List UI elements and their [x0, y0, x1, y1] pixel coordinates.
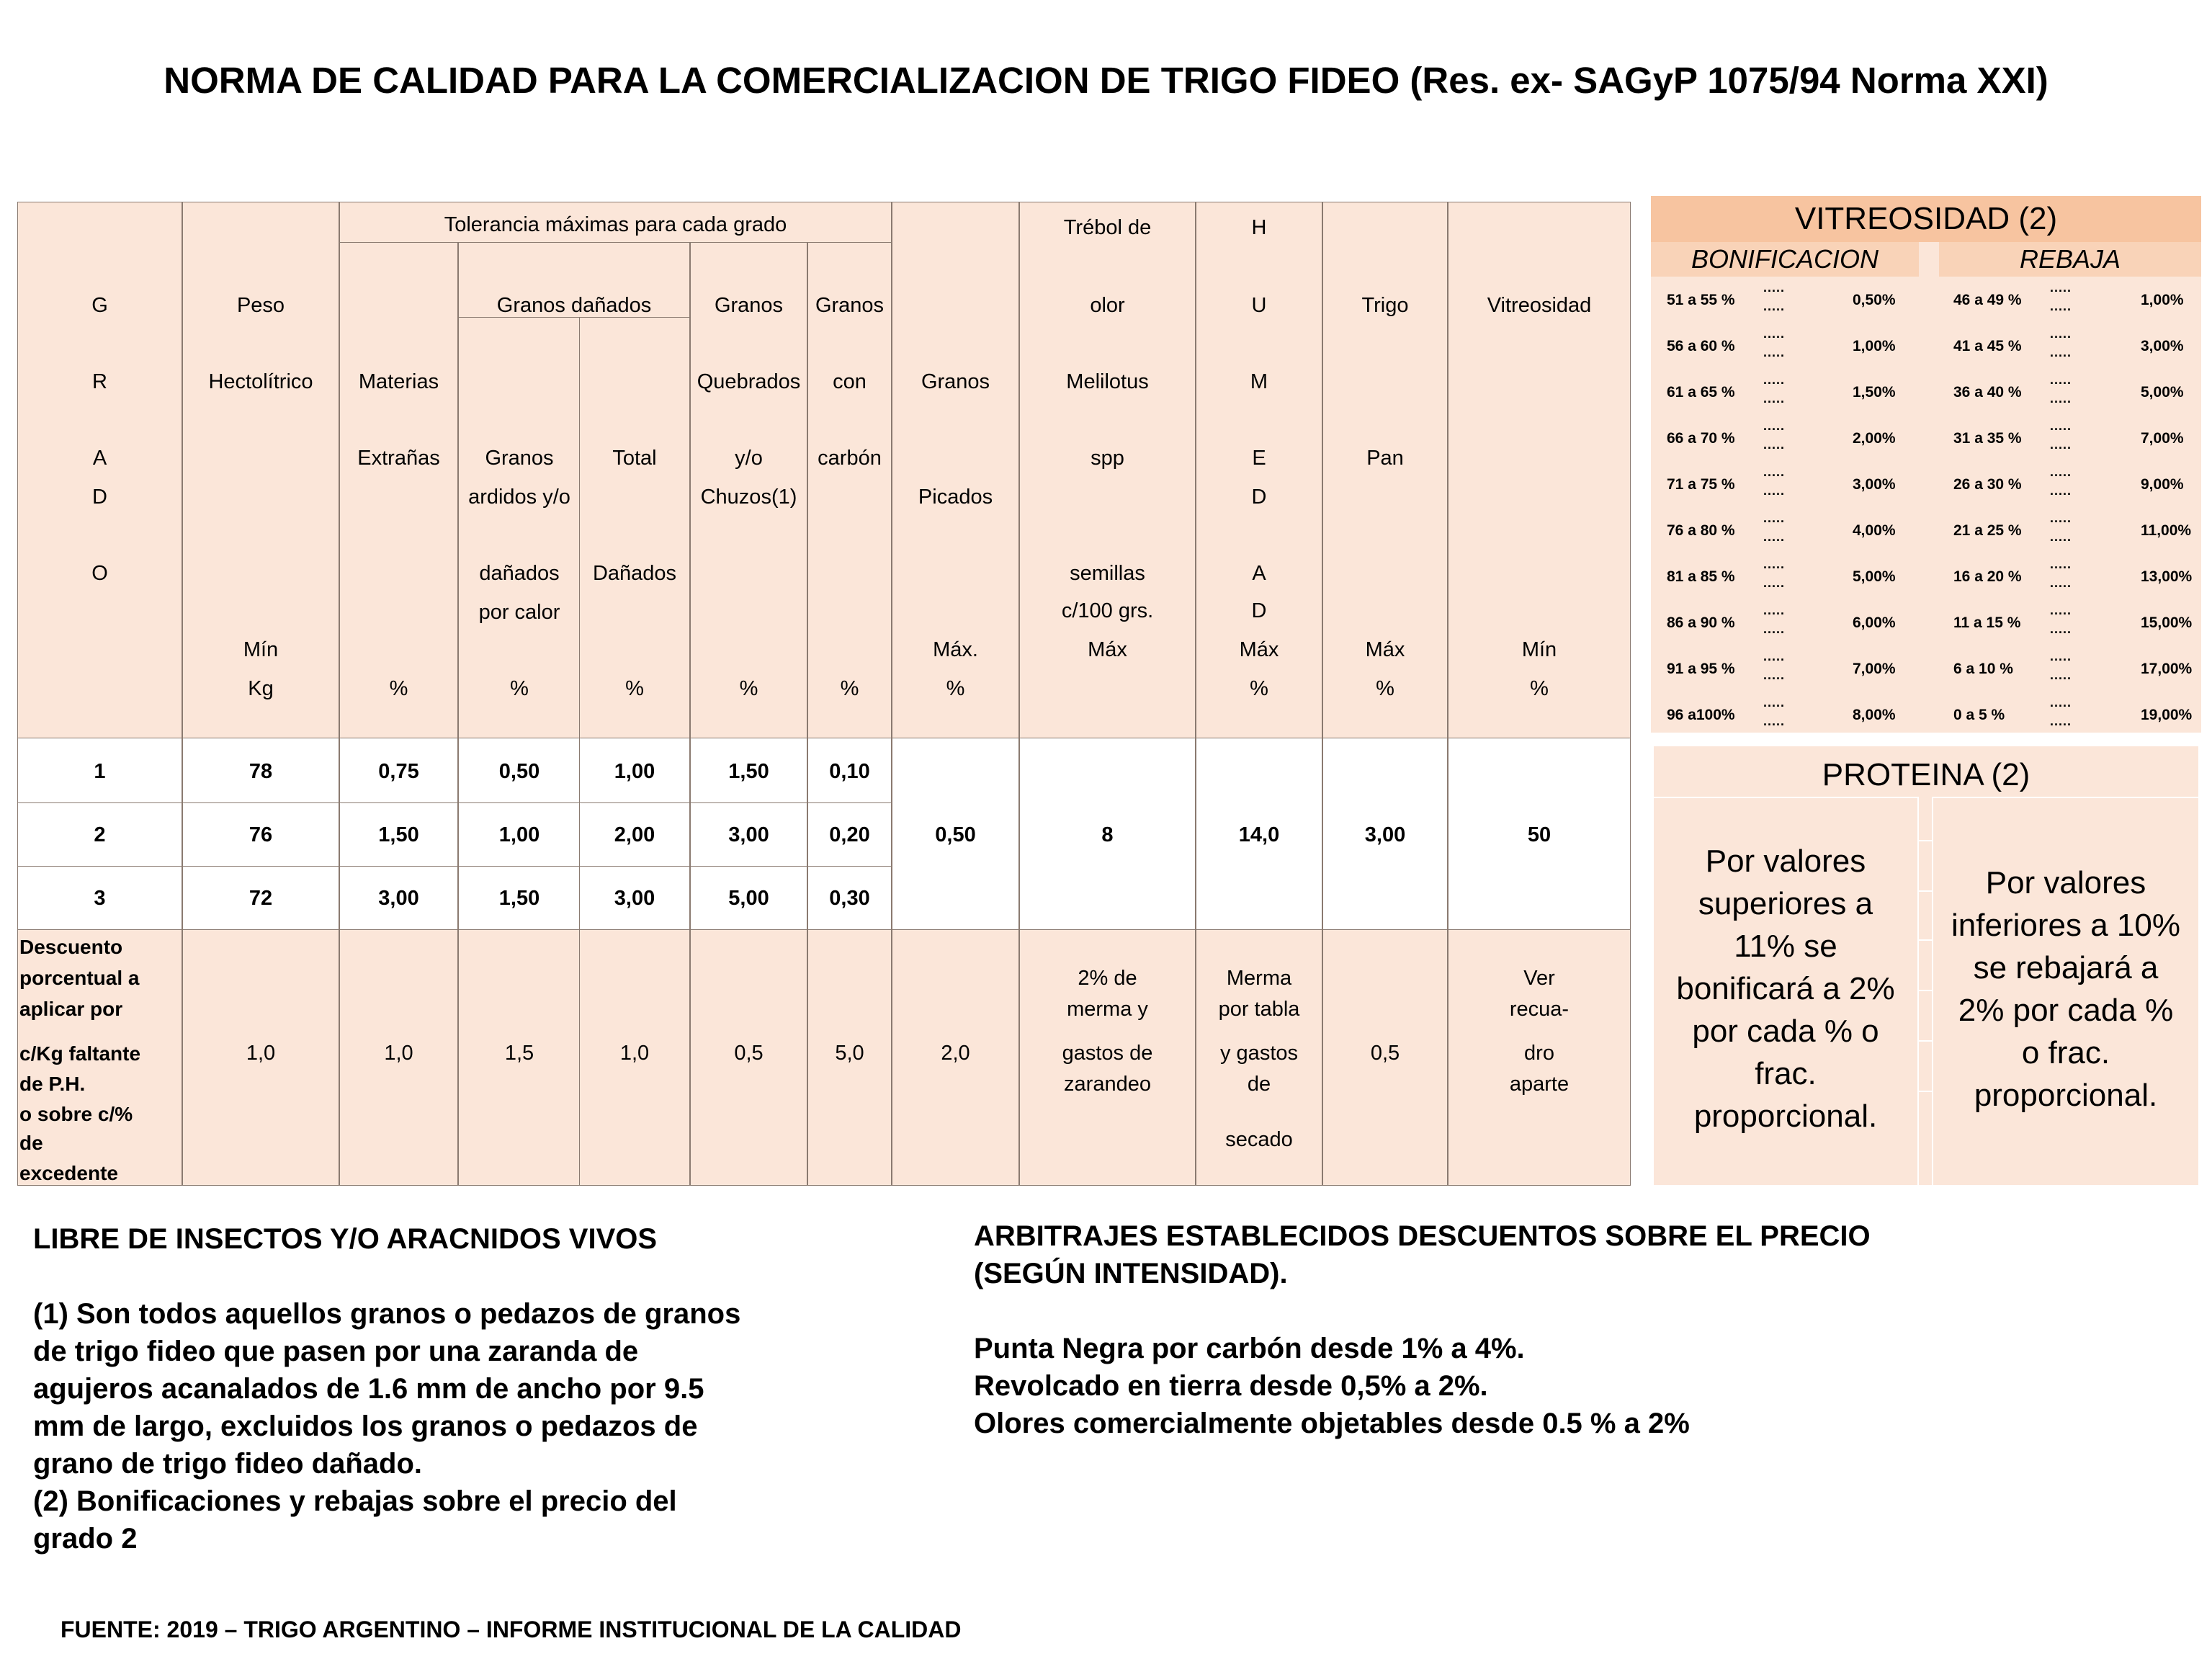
rebaja-range: 6 a 10 % [1953, 661, 2013, 677]
header-total: Total Dañados % [579, 317, 690, 739]
descuento-item: Punta Negra por carbón desde 1% a 4%. [974, 1333, 1525, 1364]
grade-row-3-quebrados: 5,00 [690, 866, 807, 931]
rebaja-leader-dots: ..... [2050, 668, 2072, 682]
notes-left: LIBRE DE INSECTOS Y/O ARACNIDOS VIVOS (1) Son todos aquellos granos o pedazos de granos de trigo fideo que pasen por una zaranda de agujeros acanalados de 1.6 mm de ancho por 9.5 mm de largo, excluidos los granos o pedazos de grano de trigo fideo dañado. (2) Bonificaciones y rebajas sobre el precio del grado 2 [33, 1220, 933, 1557]
bonificacion-value: 7,00% [1853, 661, 1896, 677]
header-picados: Granos Picados Máx. % [892, 202, 1019, 739]
grade-row-3-peso: 72 [182, 866, 339, 931]
rebaja-leader-dots: ..... [2050, 603, 2072, 617]
rebaja-leader-dots: ..... [2050, 437, 2072, 452]
grade-row-1-quebrados: 1,50 [690, 738, 807, 804]
rebaja-leader-dots: ..... [2050, 622, 2072, 636]
bonificacion-leader-dots: ..... [1763, 576, 1786, 590]
grade-row-1-materias: 0,75 [339, 738, 458, 804]
grade-row-2-total: 2,00 [579, 802, 690, 867]
bonificacion-leader-dots: ..... [1763, 345, 1786, 359]
rebaja-leader-dots: ..... [2050, 465, 2072, 479]
bonificacion-leader-dots: ..... [1763, 419, 1786, 433]
grade-row-1-peso: 78 [182, 738, 339, 804]
header-humedad: H U M E D A D Máx % [1196, 202, 1322, 739]
rebaja-leader-dots: ..... [2050, 280, 2072, 295]
descuento-humedad: Merma por tabla y gastos de secado [1196, 929, 1322, 1186]
rebaja-leader-dots: ..... [2050, 557, 2072, 571]
descuento-total: 1,0 [579, 929, 690, 1186]
header-quebrados: Granos Quebrados y/o Chuzos(1) % [690, 242, 807, 739]
bonificacion-value: 1,50% [1853, 384, 1896, 401]
header-grado: G R A D O [17, 202, 182, 739]
header-materias: Materias Extrañas % [339, 242, 458, 739]
descuento-materias: 1,0 [339, 929, 458, 1186]
bonificacion-range: 71 a 75 % [1667, 476, 1735, 493]
header-carbon: Granos con carbón % [807, 242, 892, 739]
header-peso: Peso Hectolítrico Mín Kg [182, 202, 339, 739]
rebaja-value: 11,00% [2141, 522, 2192, 539]
rebaja-range: 31 a 35 % [1953, 430, 2022, 447]
rebaja-range: 26 a 30 % [1953, 476, 2022, 493]
bonificacion-leader-dots: ..... [1763, 622, 1786, 636]
value-trebol: 8 [1019, 738, 1196, 931]
source-footer: FUENTE: 2019 – TRIGO ARGENTINO – INFORME INSTITUCIONAL DE LA CALIDAD [61, 1616, 962, 1642]
rebaja-leader-dots: ..... [2050, 576, 2072, 590]
descuento-quebrados: 0,5 [690, 929, 807, 1186]
rebaja-leader-dots: ..... [2050, 714, 2072, 728]
bonificacion-value: 4,00% [1853, 522, 1896, 539]
rebaja-leader-dots: ..... [2050, 299, 2072, 313]
bonificacion-leader-dots: ..... [1763, 437, 1786, 452]
proteina-superiores: Por valores superiores a 11% se bonificará a 2% por cada % o frac. proporcional. [1676, 844, 1895, 1134]
value-picados: 0,50 [892, 738, 1019, 931]
rebaja-value: 3,00% [2141, 338, 2184, 354]
vitreosidad-box [1651, 196, 2201, 733]
proteina-inferiores: Por valores inferiores a 10% se rebajará a 2% por cada % o frac. proporcional. [1951, 865, 2180, 1113]
value-trigo: 3,00 [1322, 738, 1448, 931]
bonificacion-leader-dots: ..... [1763, 372, 1786, 387]
grade-row-2-grado: 2 [17, 802, 182, 867]
vitreosidad-title: VITREOSIDAD (2) [1651, 196, 2201, 242]
bonificacion-range: 61 a 65 % [1667, 384, 1735, 401]
descuento-vitreosidad: Ver recua- dro aparte [1448, 929, 1631, 1186]
rebaja-leader-dots: ..... [2050, 372, 2072, 387]
rebaja-value: 9,00% [2141, 476, 2184, 493]
rebaja-leader-dots: ..... [2050, 419, 2072, 433]
quality-standard-table [17, 202, 1631, 1186]
rebaja-range: 36 a 40 % [1953, 384, 2022, 401]
bonificacion-leader-dots: ..... [1763, 529, 1786, 544]
bonificacion-leader-dots: ..... [1763, 483, 1786, 498]
grade-row-2-peso: 76 [182, 802, 339, 867]
descuento-item: Revolcado en tierra desde 0,5% a 2%. [974, 1370, 1488, 1402]
rebaja-leader-dots: ..... [2050, 649, 2072, 663]
value-humedad: 14,0 [1196, 738, 1322, 931]
bonificacion-range: 81 a 85 % [1667, 568, 1735, 585]
rebaja-leader-dots: ..... [2050, 326, 2072, 341]
bonificacion-value: 0,50% [1853, 292, 1896, 308]
bonificacion-value: 2,00% [1853, 430, 1896, 447]
bonificacion-value: 8,00% [1853, 707, 1896, 723]
rebaja-leader-dots: ..... [2050, 483, 2072, 498]
rebaja-range: 21 a 25 % [1953, 522, 2022, 539]
rebaja-leader-dots: ..... [2050, 511, 2072, 525]
rebaja-range: 41 a 45 % [1953, 338, 2022, 354]
grade-row-1-grado: 1 [17, 738, 182, 804]
proteina-title: PROTEINA (2) [1822, 757, 2030, 792]
bonificacion-leader-dots: ..... [1763, 557, 1786, 571]
rebaja-range: 16 a 20 % [1953, 568, 2022, 585]
rebaja-label: REBAJA [1939, 242, 2201, 277]
arbitrajes-title: ARBITRAJES ESTABLECIDOS DESCUENTOS SOBRE EL PRECIO [974, 1220, 1871, 1252]
descuento-trebol: 2% de merma y gastos de zarandeo [1019, 929, 1196, 1186]
rebaja-value: 7,00% [2141, 430, 2184, 447]
descuento-peso: 1,0 [182, 929, 339, 1186]
descuento-item: Olores comercialmente objetables desde 0.5 % a 2% [974, 1408, 1690, 1439]
header-vitreosidad: Vitreosidad Mín % [1448, 202, 1631, 739]
header-ardidos: Granos ardidos y/o dañados por calor % [458, 317, 581, 739]
rebaja-leader-dots: ..... [2050, 391, 2072, 406]
rebaja-value: 19,00% [2141, 707, 2193, 723]
grade-row-1-ardidos: 0,50 [458, 738, 581, 804]
descuento-ardidos: 1,5 [458, 929, 581, 1186]
descuento-picados: 2,0 [892, 929, 1019, 1186]
value-vitreosidad: 50 [1448, 738, 1631, 931]
grade-row-3-materias: 3,00 [339, 866, 458, 931]
bonificacion-leader-dots: ..... [1763, 668, 1786, 682]
grade-row-1-carbon: 0,10 [807, 738, 892, 804]
rebaja-value: 13,00% [2141, 568, 2193, 585]
bonificacion-range: 76 a 80 % [1667, 522, 1735, 539]
header-granos-danados: Granos dañados [458, 242, 690, 318]
bonificacion-leader-dots: ..... [1763, 326, 1786, 341]
rebaja-value: 15,00% [2141, 614, 2193, 631]
bonificacion-leader-dots: ..... [1763, 649, 1786, 663]
rebaja-value: 5,00% [2141, 384, 2184, 401]
header-tolerancia: Tolerancia máximas para cada grado [339, 202, 892, 243]
bonificacion-value: 3,00% [1853, 476, 1896, 493]
rebaja-leader-dots: ..... [2050, 695, 2072, 710]
grade-row-2-materias: 1,50 [339, 802, 458, 867]
bonificacion-leader-dots: ..... [1763, 299, 1786, 313]
grade-row-3-total: 3,00 [579, 866, 690, 931]
header-trebol: Trébol de olor Melilotus spp semillas c/100 grs. Máx [1019, 202, 1196, 739]
rebaja-value: 17,00% [2141, 661, 2193, 677]
grade-row-3-carbon: 0,30 [807, 866, 892, 931]
grade-row-2-ardidos: 1,00 [458, 802, 581, 867]
bonificacion-range: 56 a 60 % [1667, 338, 1735, 354]
descuento-trigo: 0,5 [1322, 929, 1448, 1186]
bonificacion-range: 51 a 55 % [1667, 292, 1735, 308]
grade-row-3-grado: 3 [17, 866, 182, 931]
bonificacion-range: 66 a 70 % [1667, 430, 1735, 447]
bonificacion-range: 91 a 95 % [1667, 661, 1735, 677]
page-title: NORMA DE CALIDAD PARA LA COMERCIALIZACION DE TRIGO FIDEO (Res. ex- SAGyP 1075/94 Norma XXI) [164, 60, 2048, 101]
bonificacion-value: 6,00% [1853, 614, 1896, 631]
bonificacion-value: 1,00% [1853, 338, 1896, 354]
bonificacion-leader-dots: ..... [1763, 714, 1786, 728]
note-libre: LIBRE DE INSECTOS Y/O ARACNIDOS VIVOS [33, 1223, 658, 1255]
bonificacion-range: 86 a 90 % [1667, 614, 1735, 631]
bonificacion-leader-dots: ..... [1763, 695, 1786, 710]
grade-row-2-carbon: 0,20 [807, 802, 892, 867]
notes-right: ARBITRAJES ESTABLECIDOS DESCUENTOS SOBRE EL PRECIO (SEGÚN INTENSIDAD). Punta Negra por carbón desde 1% a 4%. Revolcado en tierra desde 0,5% a 2%. Olores comercialmente objetables desde 0.5 % a 2% [974, 1217, 2162, 1442]
proteina-box [1654, 746, 2198, 1185]
bonificacion-label: BONIFICACION [1651, 242, 1919, 277]
rebaja-leader-dots: ..... [2050, 529, 2072, 544]
bonificacion-value: 5,00% [1853, 568, 1896, 585]
bonificacion-range: 96 a100% [1667, 707, 1735, 723]
rebaja-leader-dots: ..... [2050, 345, 2072, 359]
grade-row-1-total: 1,00 [579, 738, 690, 804]
bonificacion-leader-dots: ..... [1763, 511, 1786, 525]
bonificacion-leader-dots: ..... [1763, 465, 1786, 479]
grade-row-3-ardidos: 1,50 [458, 866, 581, 931]
rebaja-range: 0 a 5 % [1953, 707, 2005, 723]
descuento-label: Descuento porcentual a aplicar por c/Kg faltante de P.H. o sobre c/% de excedente [17, 929, 182, 1186]
header-trigo: Trigo Pan Máx % [1322, 202, 1448, 739]
bonificacion-leader-dots: ..... [1763, 280, 1786, 295]
bonificacion-leader-dots: ..... [1763, 603, 1786, 617]
rebaja-range: 11 a 15 % [1953, 614, 2021, 631]
grade-row-2-quebrados: 3,00 [690, 802, 807, 867]
descuento-carbon: 5,0 [807, 929, 892, 1186]
rebaja-range: 46 a 49 % [1953, 292, 2022, 308]
bonificacion-leader-dots: ..... [1763, 391, 1786, 406]
rebaja-value: 1,00% [2141, 292, 2184, 308]
